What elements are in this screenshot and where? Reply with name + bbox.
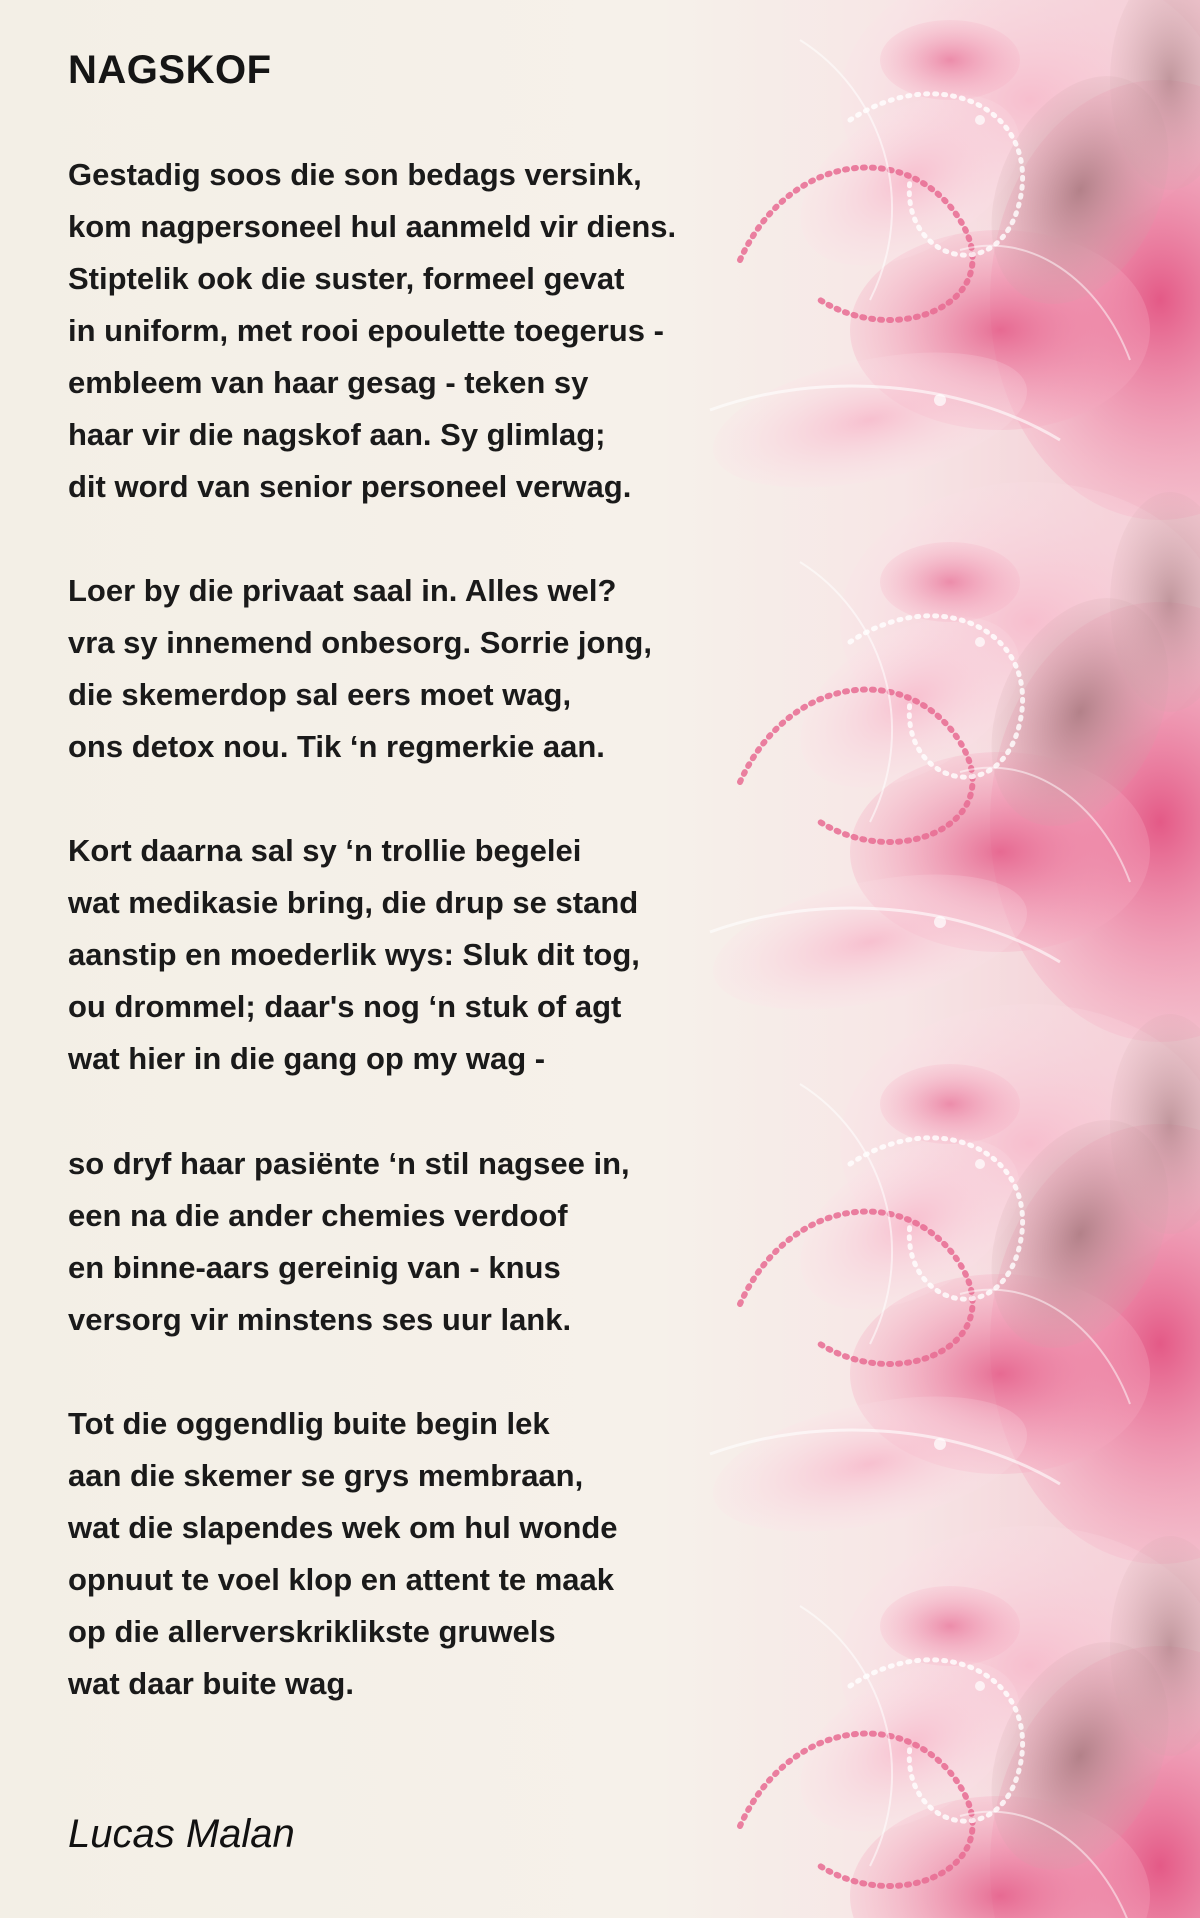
poem-line: opnuut te voel klop en attent te maak (68, 1562, 615, 1597)
poem-line: vra sy innemend onbesorg. Sorrie jong, (68, 625, 652, 660)
poem-line: aanstip en moederlik wys: Sluk dit tog, (68, 937, 640, 972)
poem-line: Loer by die privaat saal in. Alles wel? (68, 573, 617, 608)
poem-line: ou drommel; daar's nog ‘n stuk of agt (68, 989, 622, 1024)
poem-line: Gestadig soos die son bedags versink, (68, 157, 642, 192)
stanza-4 (68, 1138, 768, 1346)
poem-line: en binne-aars gereinig van - knus (68, 1250, 561, 1285)
poem-line: wat hier in die gang op my wag - (68, 1041, 546, 1076)
stanza-2 (68, 565, 768, 773)
poem-line: dit word van senior personeel verwag. (68, 469, 632, 504)
poem-line: versorg vir minstens ses uur lank. (68, 1302, 572, 1337)
poem-line: aan die skemer se grys membraan, (68, 1458, 584, 1493)
poem-line: Tot die oggendlig buite begin lek (68, 1406, 550, 1441)
stanza-5 (68, 1398, 768, 1710)
poem-line: so dryf haar pasiënte ‘n stil nagsee in, (68, 1146, 630, 1181)
poem-line: een na die ander chemies verdoof (68, 1198, 568, 1233)
poem-line: op die allerverskriklikste gruwels (68, 1614, 556, 1649)
poem-line: embleem van haar gesag - teken sy (68, 365, 589, 400)
poem-line: in uniform, met rooi epoulette toegerus - (68, 313, 664, 348)
stanza-1 (68, 149, 768, 513)
stanza-3 (68, 825, 768, 1085)
poem-line: wat die slapendes wek om hul wonde (68, 1510, 618, 1545)
poem-line: wat daar buite wag. (68, 1666, 354, 1701)
poem-line: die skemerdop sal eers moet wag, (68, 677, 572, 712)
poem-line: Kort daarna sal sy ‘n trollie begelei (68, 833, 582, 868)
poem-title: NAGSKOF (68, 48, 272, 92)
poem-line: ons detox nou. Tik ‘n regmerkie aan. (68, 729, 605, 764)
poem-line: Stiptelik ook die suster, formeel gevat (68, 261, 625, 296)
poem-author: Lucas Malan (68, 1812, 295, 1856)
poem-line: haar vir die nagskof aan. Sy glimlag; (68, 417, 606, 452)
poem-line: wat medikasie bring, die drup se stand (68, 885, 639, 920)
poem-line: kom nagpersoneel hul aanmeld vir diens. (68, 209, 677, 244)
